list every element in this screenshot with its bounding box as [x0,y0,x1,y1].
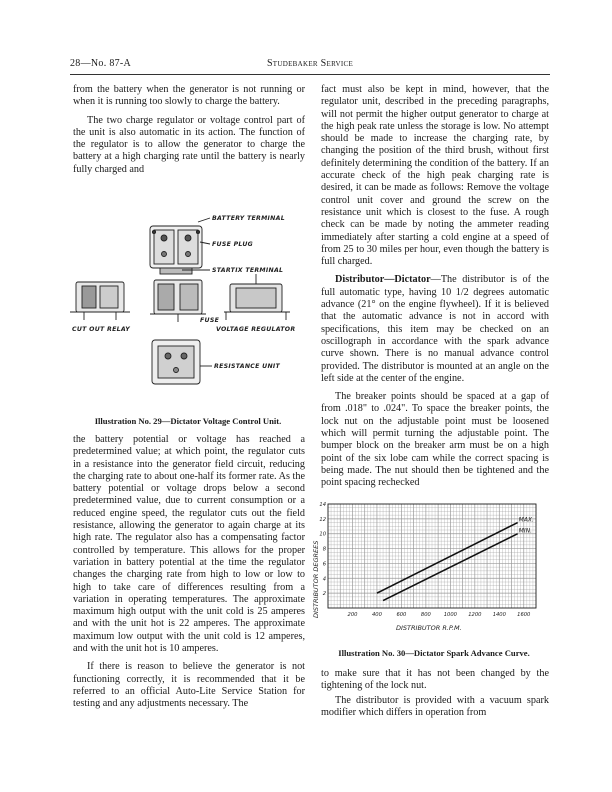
series-label: MAX. [518,516,534,524]
paragraph [321,274,549,385]
section-heading: Distributor—Dictator [335,274,431,286]
paragraph: If there is reason to believe the generator is not functioning correctly, it is recommended that it be referred to an official Auto-Lite Service Station for testing and any adjustments necessary. The [73,661,305,710]
x-tick-label: 1400 [492,612,506,618]
paragraph: the battery potential or voltage has reached a predetermined value; at which point, the regulator cuts in a resistance into the generator field circuit, reducing the charging rate to about one-half its former rate. As the battery potential or voltage drops below a second predetermined value, due to current consumption or a reduced engine speed, the regulator cuts out the field resistance, allowing the generator to again charge at its high rate. The regulator also has a compensating factor controlled by temperature. This allows for the proper variation in battery potential at the time the regulator changes the charging rate from high to low or low to high to take care of differences resulting from a variation in operating temperatures. The approximate maximum high output with the unit cold is 25 amperes and with the unit hot is 22 amperes. The approximate maximum low output with the unit cold is 12 amperes, and with the unit hot is 10 amperes. [73,434,305,655]
x-tick-label: 400 [371,612,382,618]
series-label: MIN. [518,527,532,535]
paragraph: fact must also be kept in mind, however, that the regulator unit, described in the preceding paragraphs, will not permit the higher output generator to charge at the high peak rate unless the storage is low. No attempt should be made to increase the charging rate, by changing the position of the third brush, without first definitely determining the condition of the battery. If an accurate check of the high peak charging rate is desired, it can be made as follows: Remove the voltage control unit cover and ground the screw on the resistance unit which is closest to the fuse. A rough check can be made by noting the ammeter reading immediately after starting a cold engine at a speed of from 25 to 30 miles per hour, even though the battery is full charged. [321,84,549,268]
label-fuse: FUSE [200,317,220,324]
label-cut-out-relay: CUT OUT RELAY [72,326,130,333]
figure-29-caption: Illustration No. 29—Dictator Voltage Control Unit. [94,416,282,426]
label-fuse-plug: FUSE PLUG [212,241,254,248]
y-tick-label: 6 [322,561,326,568]
x-tick-label: 600 [396,612,407,618]
header-rule [70,74,550,75]
y-tick-label: 10 [319,531,326,538]
column-right-bottom [321,668,549,719]
column-right-top [321,84,549,490]
column-left-top [73,84,305,176]
paragraph: The breaker points should be spaced at a gap of from .018" to .024". To space the breaker points, the lock nut on the adjustable point must be loosened which will permit turning the adjustable point. The bumper block on the breaker arm must be on a high point of the six lobe cam while the correct spacing is being made. The nut should then be tightened and the point spacing rechecked [321,391,549,489]
x-tick-label: 1000 [443,612,457,618]
y-tick-label: 4 [322,576,326,583]
y-axis-label: DISTRIBUTOR DEGREES [312,540,320,618]
voltage-regulator-drawing [224,274,290,320]
x-axis-label: DISTRIBUTOR R.P.M. [396,624,462,632]
x-tick-label: 800 [420,612,431,618]
center-unit-drawing [150,280,206,322]
label-startix-terminal: STARTIX TERMINAL [212,267,284,274]
column-left-bottom [73,434,305,711]
spark-advance-chart [306,500,552,632]
paragraph-text: —The distributor is of the full automatic type, having 10 1/2 degrees automatic advance (21° on the engine flywheel). If it is believed that the automatic advance is not in accord with specifications, this item may be checked on an oscillograph in accordance with the spark advance curve shown. There is no manual advance control provided. The distributor is mounted at an angle on the left side at the center of the engine. [321,274,549,384]
y-tick-label: 12 [319,516,326,523]
x-tick-label: 1200 [468,612,482,618]
voltage-control-unit-illustration [70,208,306,408]
x-tick-label: 200 [347,612,358,618]
resistance-unit-drawing [152,340,212,384]
y-tick-label: 14 [319,502,326,508]
paragraph: from the battery when the generator is not running or when it is running too slowly to charge the battery. [73,84,305,108]
page-header [70,58,550,74]
page-number: 28—No. 87-A [70,58,132,69]
label-battery-terminal: BATTERY TERMINAL [212,215,285,222]
y-tick-label: 8 [322,546,326,553]
paragraph: The distributor is provided with a vacuum spark modifier which differs in operation from [321,694,549,718]
paragraph: to make sure that it has not been changed by the tightening of the lock nut. [321,668,549,692]
label-voltage-regulator: VOLTAGE REGULATOR [216,326,296,333]
running-title: Studebaker Service [266,58,354,69]
x-tick-label: 1600 [517,612,531,618]
label-resistance-unit: RESISTANCE UNIT [214,363,281,370]
cut-out-relay-drawing [70,282,130,320]
y-tick-label: 2 [322,591,326,598]
top-unit-drawing [150,218,210,274]
paragraph: The two charge regulator or voltage control part of the unit is also automatic in its action. The function of the regulator is to allow the generator to charge the battery at a high charging rate until the battery is nearly fully charged and [73,114,305,175]
figure-30-caption: Illustration No. 30—Dictator Spark Advance Curve. [338,648,530,658]
